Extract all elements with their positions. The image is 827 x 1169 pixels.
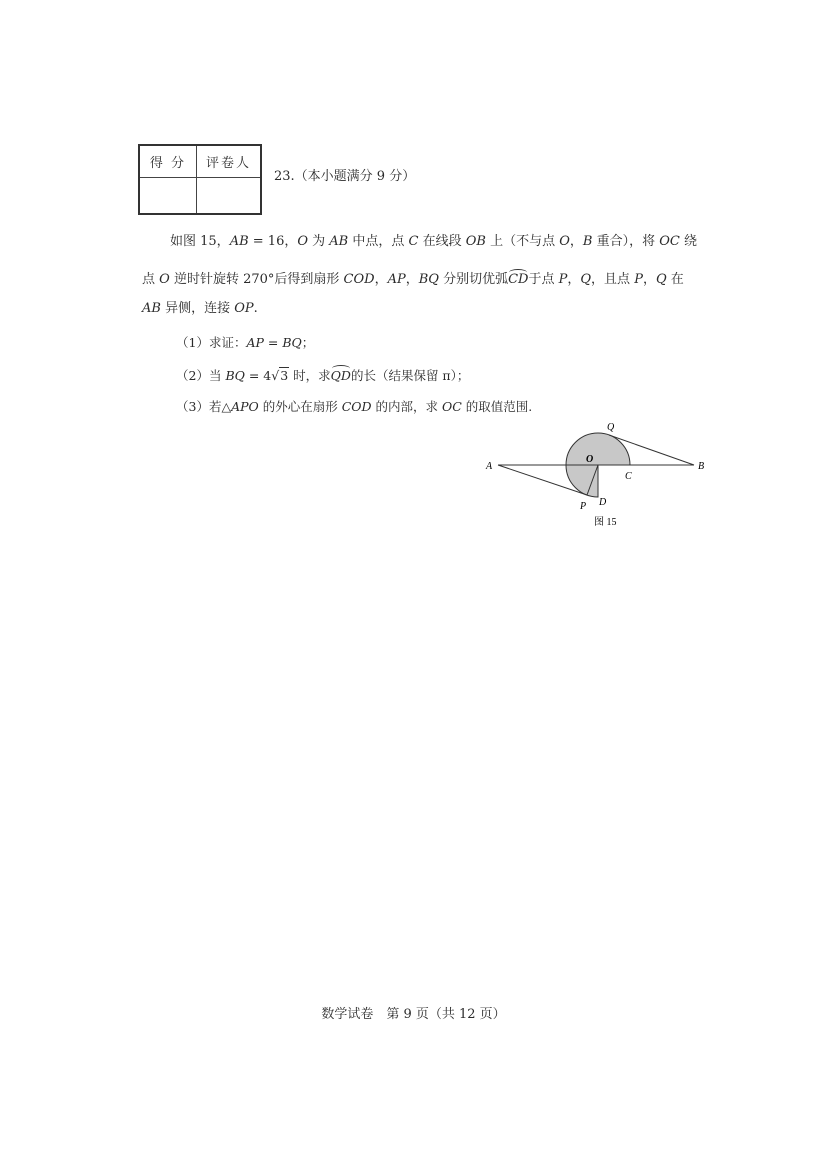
label-d: D xyxy=(599,497,607,508)
part-2: （2）当 BQ = 4√3 时，求QD的长（结果保留 π）； xyxy=(176,368,470,383)
score-table xyxy=(138,144,262,215)
grader-label: 评卷人 xyxy=(197,146,260,178)
arc-cd: CD xyxy=(508,272,529,287)
score-label: 得 分 xyxy=(140,146,197,178)
label-b: B xyxy=(698,461,705,472)
geometry-diagram xyxy=(480,418,720,538)
arc-qd: QD xyxy=(330,368,351,383)
label-o: O xyxy=(586,454,594,465)
label-q: Q xyxy=(607,422,615,433)
label-a: A xyxy=(486,461,493,472)
score-cell[interactable] xyxy=(140,178,197,213)
part-3: （3）若△APO 的外心在扇形 COD 的内部，求 OC 的取值范围. xyxy=(176,399,533,414)
sqrt-radicand: 3 xyxy=(280,368,289,383)
figure-caption: 图 15 xyxy=(594,517,617,528)
grader-cell[interactable] xyxy=(197,178,260,213)
label-p: P xyxy=(580,501,587,512)
part-1: （1）求证：AP = BQ； xyxy=(176,335,315,350)
problem-line-1: 如图 15，AB = 16，O 为 AB 中点，点 C 在线段 OB 上（不与点 O，B 重合），将 OC 绕 xyxy=(170,234,697,249)
figure-15 xyxy=(480,418,720,538)
question-header: 23.（本小题满分 9 分） xyxy=(274,169,416,184)
page-footer: 数学试卷 第 9 页（共 12 页） xyxy=(321,1007,506,1022)
label-c: C xyxy=(625,471,632,482)
problem-line-3: AB 异侧，连接 OP. xyxy=(142,301,258,316)
problem-line-2: 点 O 逆时针旋转 270°后得到扇形 COD，AP，BQ 分别切优弧CD于点 P，Q，且点 P，Q 在 xyxy=(142,272,684,287)
